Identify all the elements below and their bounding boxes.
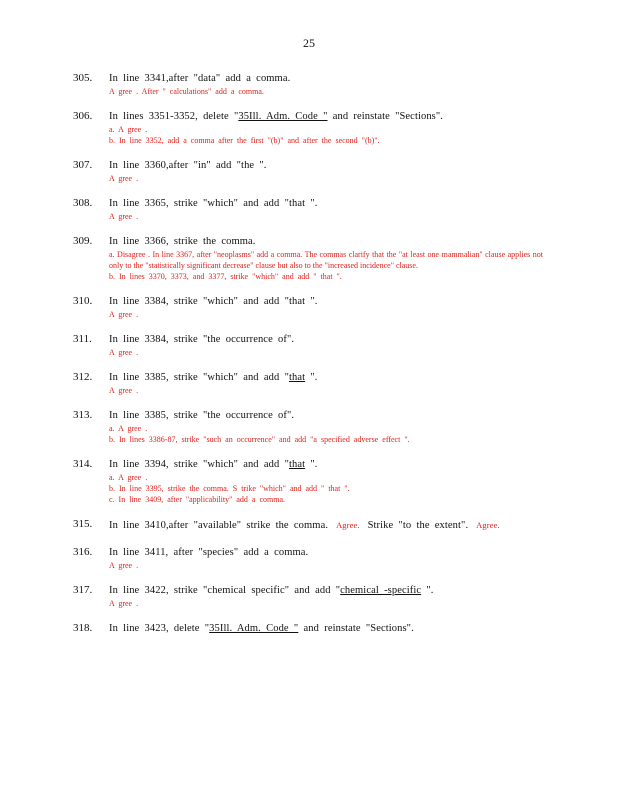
entry-307: [73, 159, 543, 184]
entry-316: [73, 546, 543, 571]
entry-number: 317.: [73, 584, 93, 596]
entry-response: A gree .: [109, 212, 139, 221]
entry-instruction: In line 3384, strike "which" and add "that ".: [109, 296, 318, 307]
entry-318: [73, 622, 543, 636]
underlined-text: chemical -specific: [340, 585, 422, 596]
entry-number: 314.: [73, 458, 93, 470]
entry-number: 310.: [73, 295, 93, 307]
entry-312: [73, 371, 543, 396]
entry-instruction: In line 3423, delete "35Ill. Adm. Code " and reinstate "Sections".: [109, 623, 414, 634]
entry-instruction: In line 3385, strike "the occurrence of".: [109, 410, 295, 421]
entry-number: 318.: [73, 622, 93, 634]
entry-number: 308.: [73, 197, 93, 209]
entry-315: [73, 518, 543, 533]
entry-number: 315.: [73, 518, 93, 530]
entry-instruction: In line 3360,after "in" add "the ".: [109, 160, 267, 171]
entry-response: a. A gree .: [109, 125, 148, 134]
entry-response: A gree . After " calculations" add a comma.: [109, 87, 264, 96]
inline-response: Agree.: [336, 520, 360, 530]
underlined-text: 35Ill. Adm. Code ": [209, 623, 299, 634]
entry-instruction: In line 3341,after "data" add a comma.: [109, 73, 291, 84]
entry-response: b. In lines 3370, 3373, and 3377, strike "which" and add " that ".: [109, 272, 342, 281]
entry-313: [73, 409, 543, 445]
entry-response: A gree .: [109, 348, 139, 357]
entry-instruction: In line 3394, strike "which" and add "that ".: [109, 459, 318, 470]
entry-response: b. In line 3395, strike the comma. S trike "which" and add " that ".: [109, 484, 350, 493]
entry-response: A gree .: [109, 310, 139, 319]
underlined-text: that: [288, 372, 306, 383]
entry-number: 313.: [73, 409, 93, 421]
entry-response: b. In line 3352, add a comma after the first "(b)" and after the second "(b)".: [109, 136, 380, 145]
entry-310: [73, 295, 543, 320]
entry-317: [73, 584, 543, 609]
entry-311: [73, 333, 543, 358]
page-number: 25: [303, 36, 315, 50]
entry-response: A gree .: [109, 561, 139, 570]
entry-response: a. A gree .: [109, 473, 148, 482]
entry-number: 309.: [73, 235, 93, 247]
entry-308: [73, 197, 543, 222]
inline-response: Agree.: [476, 520, 500, 530]
entry-instruction: In line 3384, strike "the occurrence of".: [109, 334, 295, 345]
entry-instruction: In line 3385, strike "which" and add "that ".: [109, 372, 318, 383]
entry-number: 305.: [73, 72, 93, 84]
entry-instruction: In line 3410,after "available" strike the comma. Agree. Strike "to the extent". Agree.: [109, 520, 500, 531]
entry-305: [73, 72, 543, 97]
entry-number: 316.: [73, 546, 93, 558]
entry-response: a. Disagree . In line 3367, after "neoplasms" add a comma. The commas clarify that the "at least one mammalian" clause applies not only to the "statistically significant decrease" clause but also to the "increased incidence" clause.: [109, 250, 543, 270]
entry-response: A gree .: [109, 386, 139, 395]
entry-number: 306.: [73, 110, 93, 122]
entry-number: 312.: [73, 371, 93, 383]
entry-309: [73, 235, 543, 282]
entry-instruction: In line 3422, strike "chemical specific" and add "chemical -specific ".: [109, 585, 434, 596]
underlined-text: 35Ill. Adm. Code ": [238, 111, 328, 122]
entry-response: b. In lines 3386-87, strike "such an occurrence" and add "a specified adverse effect ".: [109, 435, 410, 444]
entry-response: c. In line 3409, after "applicability" add a comma.: [109, 495, 286, 504]
entry-instruction: In lines 3351-3352, delete "35Ill. Adm. Code " and reinstate "Sections".: [109, 111, 443, 122]
entry-response: a. A gree .: [109, 424, 148, 433]
entry-instruction: In line 3365, strike "which" and add "that ".: [109, 198, 318, 209]
entry-306: [73, 110, 543, 146]
entry-number: 307.: [73, 159, 93, 171]
entry-list: [73, 72, 543, 649]
entry-response: A gree .: [109, 599, 139, 608]
entry-number: 311.: [73, 333, 92, 345]
underlined-text: that: [288, 459, 306, 470]
entry-response: A gree .: [109, 174, 139, 183]
entry-314: [73, 458, 543, 505]
entry-instruction: In line 3366, strike the comma.: [109, 236, 256, 247]
entry-instruction: In line 3411, after "species" add a comma.: [109, 547, 309, 558]
